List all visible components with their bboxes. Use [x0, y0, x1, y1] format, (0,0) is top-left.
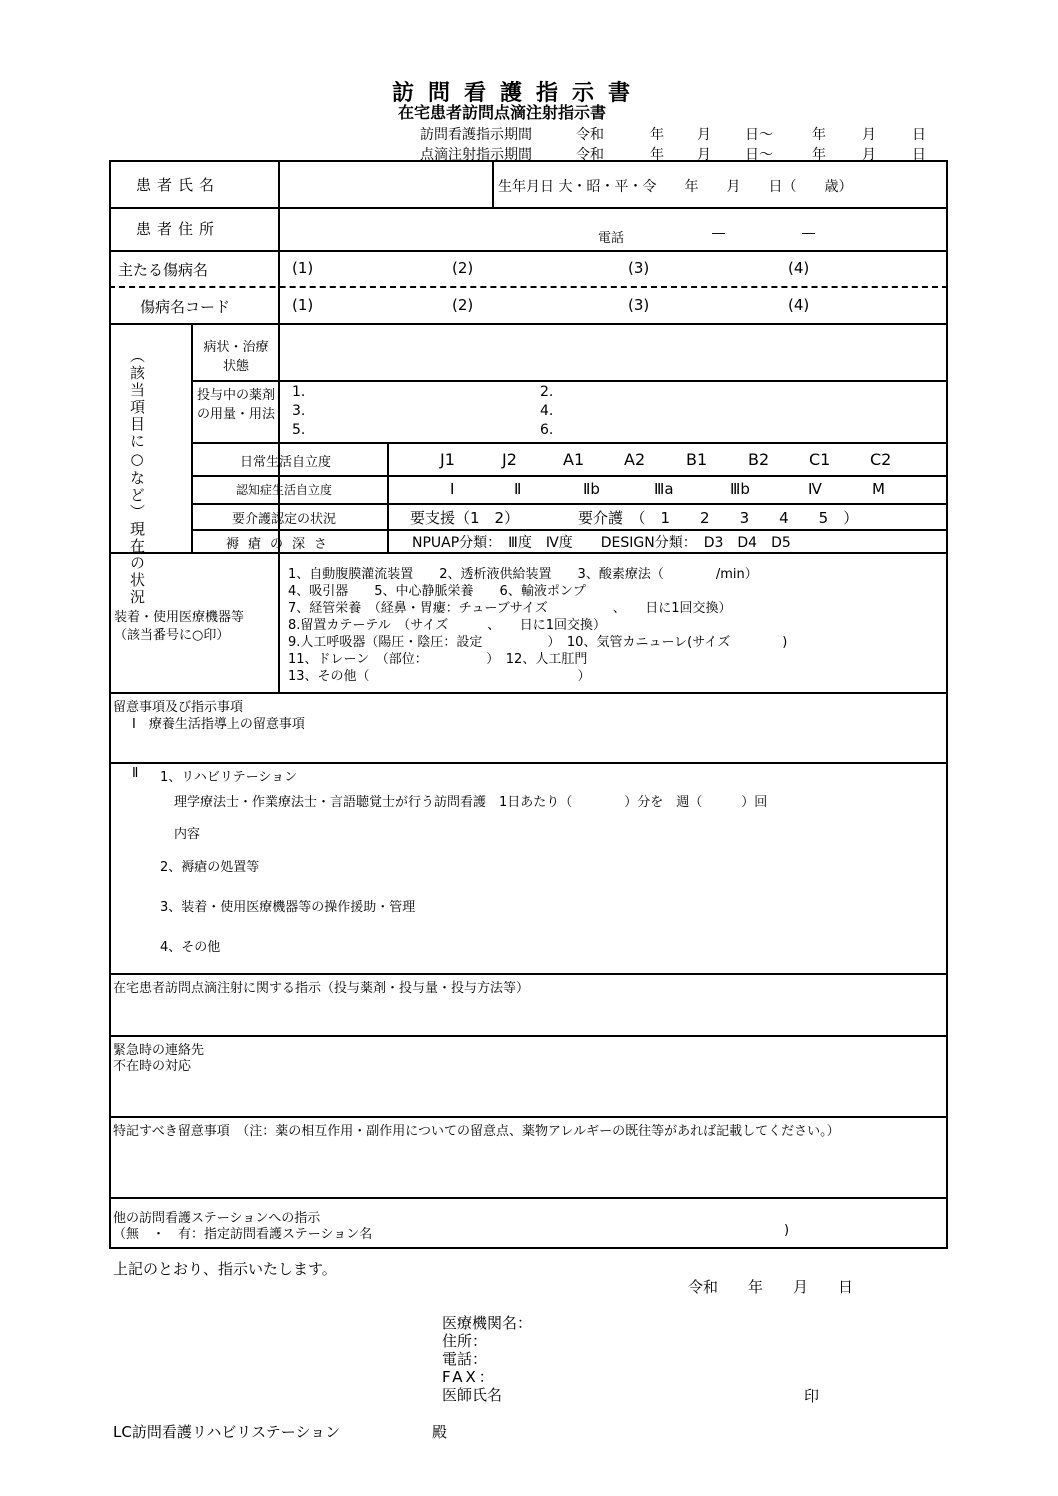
rehab-detail[interactable]: 理学療法士・作業療法士・言語聴覚士が行う訪問看護 1日あたり（ ）分を 週（ ）回 — [174, 795, 768, 810]
divider — [109, 762, 948, 764]
dementia-option[interactable]: Ⅲb — [730, 480, 750, 498]
special-notes-label: 特記すべき留意事項 （注：薬の相互作用・副作用についての留意点、薬物アレルギーの既往等があれば記載してください。） — [113, 1124, 840, 1139]
adl-option[interactable]: A2 — [624, 450, 646, 469]
iv-period-month: 月 — [697, 147, 711, 163]
code-slot[interactable]: (1) — [292, 296, 314, 314]
dementia-option[interactable]: M — [872, 480, 885, 498]
wound-label: 褥瘡の深さ — [226, 537, 337, 552]
device-line[interactable]: 9.人工呼吸器（陽圧・陰圧：設定 ） 10、気管カニューレ(サイズ ) — [288, 635, 788, 650]
absence-response-label: 不在時の対応 — [113, 1059, 192, 1074]
birth-date-field[interactable]: 生年月日 大・昭・平・令 年 月 日（ 歳） — [498, 179, 853, 195]
drug-num: 2. — [540, 384, 554, 400]
disease-name-label: 主たる傷病名 — [118, 261, 209, 279]
code-slot[interactable]: (2) — [452, 296, 474, 314]
divider — [191, 380, 948, 382]
dementia-option[interactable]: Ⅱ — [514, 480, 522, 498]
disease-slot[interactable]: (4) — [788, 259, 810, 277]
divider-dashed — [109, 286, 948, 288]
iv-period-day2: 日 — [912, 147, 926, 163]
iv-period-label: 点滴注射指示期間 — [420, 147, 532, 163]
device-line[interactable]: 7、経管栄養 （経鼻・胃瘻：チューブサイズ 、 日に1回交換） — [288, 601, 732, 616]
visit-period-day2: 日 — [912, 127, 926, 143]
content-label: 内容 — [174, 827, 201, 842]
disease-slot[interactable]: (2) — [452, 259, 474, 277]
phone-dash: ― — [712, 226, 725, 241]
instructions-section2-num: Ⅱ — [132, 766, 139, 781]
dementia-option[interactable]: Ⅰ — [450, 480, 455, 498]
divider-v — [492, 160, 494, 207]
issue-date[interactable]: 令和 年 月 日 — [688, 1278, 854, 1296]
adl-option[interactable]: J1 — [440, 450, 455, 469]
drug-num: 3. — [292, 403, 306, 419]
device-line[interactable]: 1、自動腹膜灌流装置 2、透析液供給装置 3、酸素療法（ /min） — [288, 567, 758, 582]
fax-label: FAX： — [442, 1368, 497, 1386]
adl-option[interactable]: C2 — [870, 450, 892, 469]
iv-period-era: 令和 — [576, 147, 604, 163]
divider — [109, 207, 948, 209]
other-station-label: 他の訪問看護ステーションへの指示 — [113, 1211, 321, 1226]
divider — [109, 323, 948, 325]
divider — [109, 973, 948, 975]
page-title: 訪問看護指示書 — [392, 81, 645, 106]
device-line[interactable]: 8.留置カテーテル （サイズ 、 日に1回交換） — [288, 618, 606, 633]
adl-option[interactable]: B2 — [748, 450, 770, 469]
institution-label: 医療機関名： — [442, 1314, 533, 1332]
dementia-option[interactable]: Ⅱb — [583, 480, 600, 498]
divider — [109, 1116, 948, 1118]
instructions-item4: 4、その他 — [160, 940, 221, 955]
device-line[interactable]: 11、ドレーン （部位： ） 12、人工肛門 — [288, 652, 588, 667]
code-slot[interactable]: (3) — [628, 296, 650, 314]
adl-option[interactable]: B1 — [686, 450, 708, 469]
recipient-station: LC訪問看護リハビリステーション — [113, 1423, 341, 1441]
drug-num: 1. — [292, 384, 306, 400]
visit-period-year2: 年 — [812, 127, 826, 143]
divider — [191, 475, 948, 477]
divider-v — [387, 442, 389, 552]
dementia-option[interactable]: Ⅳ — [808, 480, 822, 498]
code-slot[interactable]: (4) — [788, 296, 810, 314]
other-station-choice[interactable]: （無 ・ 有：指定訪問看護ステーション名 — [113, 1227, 373, 1242]
divider — [109, 552, 948, 554]
rehab-label: 1、リハビリテーション — [160, 770, 298, 785]
divider — [109, 692, 948, 694]
symptom-label: 病状・治療状態 — [203, 340, 269, 374]
divider-v — [191, 323, 193, 552]
iv-period-day: 日～ — [745, 147, 773, 163]
phone-dash: ― — [802, 226, 815, 241]
statement: 上記のとおり、指示いたします。 — [113, 1260, 337, 1278]
device-line[interactable]: 13、その他（ ） — [288, 669, 591, 684]
iv-period-month2: 月 — [862, 147, 876, 163]
other-station-close: ) — [784, 1223, 790, 1238]
wound-value[interactable]: NPUAP分類： Ⅲ度 Ⅳ度 DESIGN分類： D3 D4 D5 — [412, 535, 791, 551]
care-label: 要介護認定の状況 — [232, 512, 337, 527]
visit-period-month: 月 — [697, 127, 711, 143]
address-label: 住所： — [442, 1332, 488, 1350]
page-subtitle: 在宅患者訪問点滴注射指示書 — [398, 103, 607, 122]
divider — [191, 503, 948, 505]
instructions-item2: 2、褥瘡の処置等 — [160, 860, 260, 875]
instructions-header: 留意事項及び指示事項 — [113, 700, 244, 715]
adl-option[interactable]: J2 — [502, 450, 517, 469]
adl-label: 日常生活自立度 — [240, 455, 332, 470]
adl-option[interactable]: A1 — [563, 450, 585, 469]
instructions-item3: 3、装着・使用医療機器等の操作援助・管理 — [160, 900, 416, 915]
iv-instruction-label: 在宅患者訪問点滴注射に関する指示（投与薬剤・投与量・投与方法等） — [113, 981, 530, 996]
patient-name-field[interactable] — [282, 166, 488, 202]
care-support-option[interactable]: 要支援（1 2） — [410, 509, 520, 527]
devices-sublabel: （該当番号に○印） — [114, 628, 230, 643]
drug-num: 6. — [540, 422, 554, 438]
phone-label: 電話 — [598, 231, 625, 246]
visit-period-year: 年 — [650, 127, 664, 143]
dementia-label: 認知症生活自立度 — [236, 483, 333, 497]
visit-period-era: 令和 — [576, 127, 604, 143]
patient-address-label: 患者住所 — [136, 220, 221, 238]
iv-period-year: 年 — [650, 147, 664, 163]
doctor-name-label: 医師氏名 — [442, 1386, 503, 1404]
divider — [109, 1197, 948, 1199]
instructions-section1: Ⅰ 療養生活指導上の留意事項 — [132, 717, 305, 732]
disease-code-label: 傷病名コード — [140, 298, 231, 316]
divider — [191, 529, 948, 531]
seal-mark: 印 — [804, 1387, 820, 1405]
divider — [191, 442, 948, 444]
visit-period-label: 訪問看護指示期間 — [420, 127, 532, 143]
disease-slot[interactable]: (3) — [628, 259, 650, 277]
divider — [109, 1035, 948, 1037]
devices-label: 装着・使用医療機器等 — [114, 610, 245, 625]
drug-num: 5. — [292, 422, 306, 438]
tel-label: 電話： — [442, 1350, 488, 1368]
care-need-option[interactable]: 要介護 （ 1 2 3 4 5 ） — [578, 509, 859, 527]
recipient-honorific: 殿 — [432, 1423, 448, 1441]
iv-period-year2: 年 — [812, 147, 826, 163]
disease-slot[interactable]: (1) — [292, 259, 314, 277]
drug-num: 4. — [540, 403, 554, 419]
visit-period-month2: 月 — [862, 127, 876, 143]
device-line[interactable]: 4、吸引器 5、中心静脈栄養 6、輸液ポンプ — [288, 584, 586, 599]
drug-label: 投与中の薬剤の用量・用法 — [196, 388, 275, 422]
patient-name-label: 患者氏名 — [136, 176, 221, 194]
divider-v — [278, 552, 280, 692]
adl-option[interactable]: C1 — [809, 450, 831, 469]
emergency-contact-label: 緊急時の連絡先 — [113, 1043, 205, 1058]
visit-period-day: 日～ — [745, 127, 773, 143]
status-side-label: （該当項目に○など）現在の状況 — [128, 348, 146, 606]
divider — [109, 250, 948, 252]
dementia-option[interactable]: Ⅲa — [654, 480, 674, 498]
